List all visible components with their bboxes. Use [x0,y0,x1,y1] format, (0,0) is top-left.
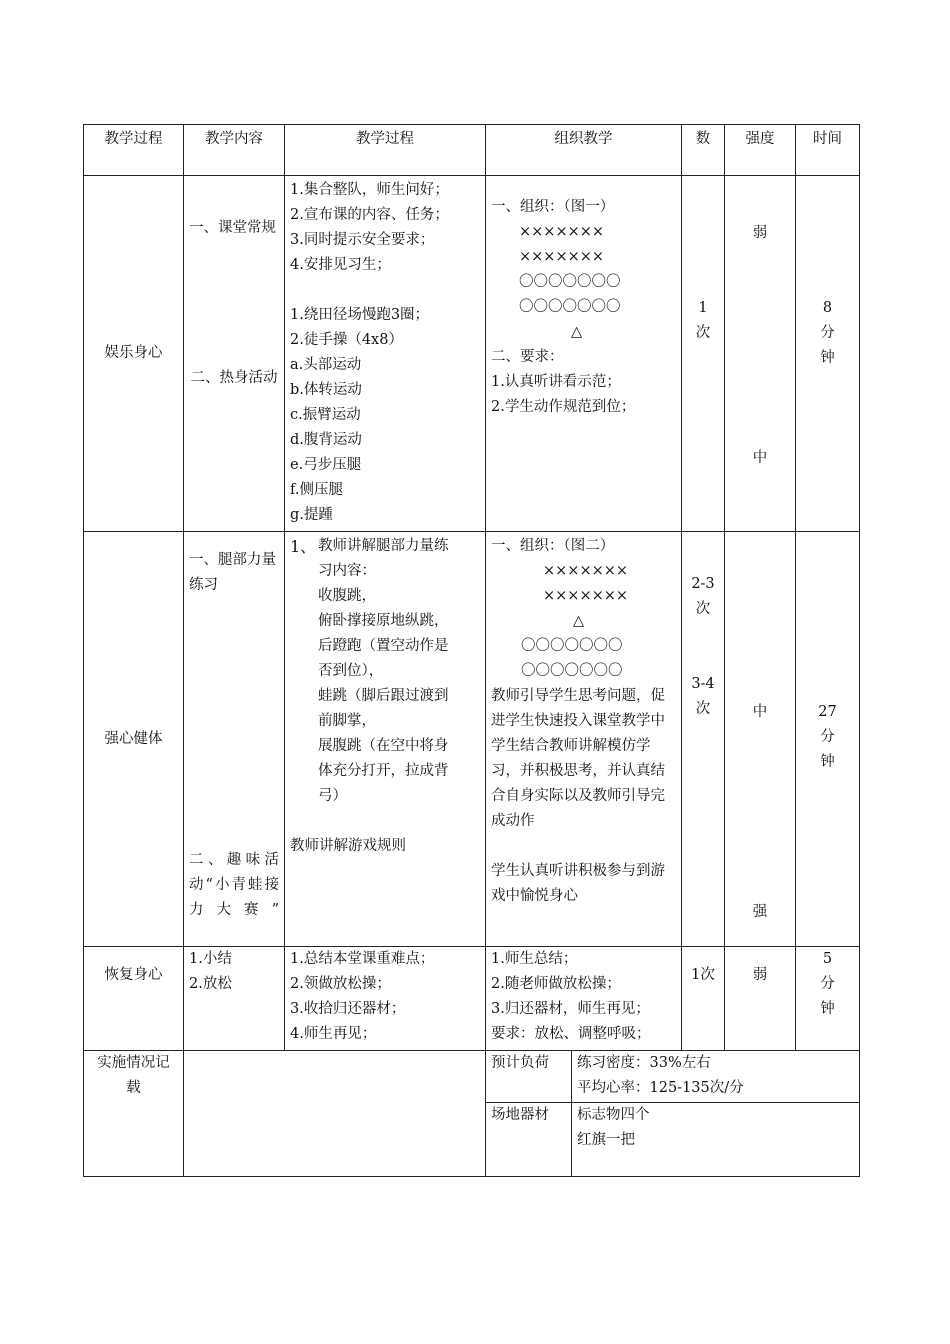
content-fitness [184,532,285,947]
content-routine: 一、课堂常规 [189,220,276,236]
process-line: 2.宣布课的内容、任务； [290,207,449,223]
process-line: f.侧压腿 [290,482,343,498]
process-number: 1、 [290,537,317,556]
section-recovery-row [84,947,860,1051]
footer-load-row [84,1051,860,1103]
organization-warmup [486,176,682,532]
org-title: 一、组织：（图一） [491,199,615,215]
equipment-values [572,1103,860,1177]
process-line: 俯卧撑接原地纵跳， [318,613,449,629]
count-warmup [682,176,725,532]
equipment-item: 标志物四个 [577,1107,650,1123]
stage-label: 强心健体 [104,730,163,747]
load-values [572,1051,860,1103]
intensity-warmup [725,176,796,532]
org-text: 学生认真听讲积极参与到游戏中愉悦身心 [491,863,665,904]
intensity-value: 强 [752,904,768,920]
content-recovery [184,947,285,1051]
stage-fitness [84,532,184,947]
record-label: 实施情况记载 [84,1051,184,1177]
org-text: 教师引导学生思考问题，促进学生快速投入课堂教学中 [491,688,665,729]
intensity-recovery [725,947,796,1051]
header-content: 教学内容 [184,125,285,176]
process-line: 否到位）， [318,663,384,679]
org-line: 3.归还器材，师生再见； [491,1001,650,1017]
organization-fitness [486,532,682,947]
time-value: 5 [822,951,833,967]
process-line: 1.总结本堂课重难点； [290,951,435,967]
formation-row: ××××××× [543,588,629,604]
formation-diagram-1 [491,220,676,345]
process-line: a.头部运动 [290,357,362,373]
record-area [184,1051,486,1177]
process-line: 4.安排见习生； [290,257,391,273]
time-value: 8 [822,300,833,316]
formation-row: ××××××× [543,563,629,579]
stage-warmup [84,176,184,532]
equipment-item: 红旗一把 [577,1132,635,1148]
count-value: 1次 [691,967,715,983]
intensity-value: 中 [752,450,768,466]
formation-diagram-2 [491,559,676,684]
formation-row: 〇〇〇〇〇〇〇 [521,663,623,679]
process-line: 2.领做放松操； [290,976,391,992]
formation-row: ××××××× [519,249,605,265]
formation-row: 〇〇〇〇〇〇〇 [521,638,623,654]
count-unit: 次 [695,601,711,617]
process-line: 后蹬跑（置空动作是 [318,638,449,654]
content-warmup [184,176,285,532]
header-row [84,125,860,176]
process-line: 1.集合整队，师生问好； [290,182,449,198]
load-density: 练习密度：33%左右 [577,1055,711,1071]
time-value: 27 [818,704,837,720]
org-line: 要求：放松、调整呼吸； [491,1026,651,1042]
stage-label: 恢复身心 [104,967,163,983]
content-line: 1.小结 [189,951,232,967]
content-leg-strength: 一、腿部力量练习 [189,552,276,593]
time-fitness [796,532,860,947]
count-recovery [682,947,725,1051]
process-line: e.弓步压腿 [290,457,362,473]
stage-label: 娱乐身心 [104,345,163,361]
organization-recovery [486,947,682,1051]
process-line: 1.绕田径场慢跑3圈； [290,307,430,323]
count-value: 2-3 [691,576,715,592]
process-line: c.振臂运动 [290,407,361,423]
process-line: 弓） [318,788,347,804]
header-stage: 教学过程 [84,125,184,176]
process-line: 展腹跳（在空中将身 [318,738,449,754]
process-line: 3.收拾归还器材； [290,1001,406,1017]
intensity-value: 弱 [752,967,768,983]
lesson-plan-table [83,124,860,1177]
org-line: 1.师生总结； [491,951,578,967]
req-title: 二、要求： [491,349,564,365]
process-line: 体充分打开，拉成背 [318,763,449,779]
equipment-label: 场地器材 [486,1103,572,1177]
count-value: 1 [698,300,708,316]
time-unit: 分 [820,325,835,341]
load-label: 预计负荷 [486,1051,572,1103]
process-line: 习内容： [318,563,376,579]
intensity-value: 中 [752,704,768,720]
process-line: 3.同时提示安全要求； [290,232,435,248]
content-line: 2.放松 [189,976,232,992]
content-warmup-activity: 二、热身活动 [190,370,278,386]
header-time: 时间 [796,125,860,176]
req-item: 2.学生动作规范到位； [491,399,636,415]
process-game-rules: 教师讲解游戏规则 [290,838,406,854]
process-line: b.体转运动 [290,382,362,398]
time-unit: 钟 [820,350,835,366]
formation-row: ××××××× [519,224,605,240]
process-warmup [285,176,486,532]
process-line: 教师讲解腿部力量练 [318,538,449,554]
teacher-marker: △ [571,324,583,340]
time-unit: 分 [820,976,835,992]
header-process: 教学过程 [285,125,486,176]
org-title: 一、组织：（图二） [491,538,615,554]
header-count: 数 [682,125,725,176]
process-line: 4.师生再见； [290,1026,377,1042]
time-unit: 钟 [820,1001,835,1017]
load-heart-rate: 平均心率：125-135次/分 [577,1080,744,1096]
process-recovery [285,947,486,1051]
section-fitness-row [84,532,860,947]
process-line: 收腹跳， [318,588,376,604]
section-warmup-row [84,176,860,532]
org-line: 2.随老师做放松操； [491,976,621,992]
count-value: 3-4 [691,676,715,692]
time-unit: 钟 [820,754,835,770]
process-line: 蛙跳（脚后跟过渡到 [318,688,449,704]
count-fitness [682,532,725,947]
time-warmup [796,176,860,532]
header-intensity: 强度 [725,125,796,176]
content-fun-activity: 二、趣味活动“小青蛙接力大赛” [189,852,279,918]
process-line: g.提踵 [290,507,333,523]
count-unit: 次 [695,325,711,341]
formation-row: 〇〇〇〇〇〇〇 [519,274,621,290]
intensity-value: 弱 [752,225,768,241]
process-line: d.腹背运动 [290,432,362,448]
process-fitness [285,532,486,947]
time-recovery [796,947,860,1051]
intensity-fitness [725,532,796,947]
teacher-marker: △ [573,613,585,629]
count-unit: 次 [695,701,711,717]
time-unit: 分 [820,729,835,745]
formation-row: 〇〇〇〇〇〇〇 [519,299,621,315]
org-text: 学生结合教师讲解模仿学习，并积极思考，并认真结合自身实际以及教师引导完成动作 [491,738,665,829]
req-item: 1.认真听讲看示范； [491,374,621,390]
header-organization: 组织教学 [486,125,682,176]
stage-recovery [84,947,184,1051]
process-line: 2.徒手操（4x8） [290,332,403,348]
process-line: 前脚掌， [318,713,376,729]
